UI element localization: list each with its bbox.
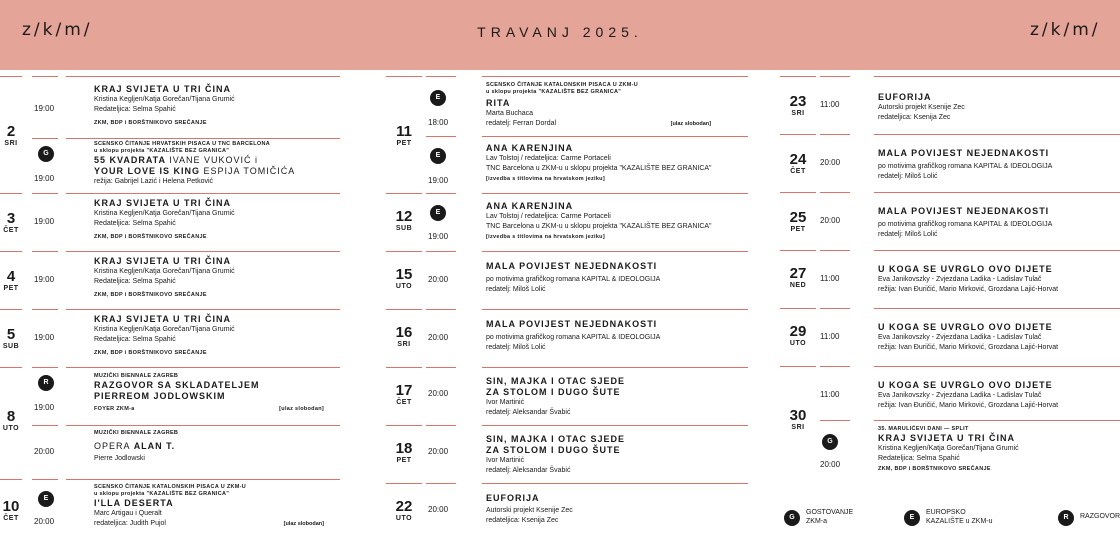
- schedule-column-3: [780, 76, 1120, 560]
- date-11: 11 PET: [396, 123, 412, 147]
- date-25: 25 PET: [789, 209, 807, 233]
- event-time: 11:00: [820, 274, 840, 283]
- zkm-logo-left[interactable]: z/k/m/: [22, 20, 93, 40]
- event-kraj-svijeta[interactable]: KRAJ SVIJETA U TRI ČINA Kristina Kegljen/Katja Gorečan/Tijana Grumić Redateljica: Selma Spahić ZKM, BDP i BORŠTNIKOVO SREČANJE: [94, 314, 235, 356]
- event-ana-karenjina[interactable]: ANA KARENJINA Lav Tolstoj / redateljica: Carme Portaceli TNC Barcelona u ZKM-u u sklopu projekta "KAZALIŠTE BEZ GRANICA" [izvedba s titlovima na hrvatskom jeziku]: [486, 143, 712, 182]
- schedule-column-1: [0, 76, 340, 560]
- event-time: 11:00: [820, 100, 840, 109]
- event-euforija[interactable]: EUFORIJA Autorski projekt Ksenije Zec redateljica: Ksenija Zec: [878, 92, 965, 121]
- month-title: TRAVANJ 2025.: [477, 24, 643, 40]
- day-block-17: [386, 367, 748, 425]
- zkm-logo-right[interactable]: z/k/m/: [1030, 20, 1101, 40]
- event-sin-majka-otac[interactable]: SIN, MAJKA I OTAC SJEDE ZA STOLOM I DUGO ŠUTE Ivor Martinić redatelj: Aleksandar Švabić: [486, 376, 626, 416]
- date-22: 22 UTO: [395, 498, 413, 522]
- event-time: 18:00: [428, 118, 449, 127]
- date-12: 12 SUB: [395, 208, 413, 232]
- day-block-22: [386, 483, 748, 541]
- date-17: 17 ČET: [395, 382, 413, 406]
- event-time: 19:00: [428, 232, 449, 241]
- date-23: 23 SRI: [789, 93, 807, 117]
- event-time: 20:00: [34, 447, 55, 456]
- day-block-18: [386, 425, 748, 483]
- european-theatre-badge-icon: E: [38, 491, 54, 507]
- event-opera-alan-t[interactable]: MUZIČKI BIENNALE ZAGREB OPERA ALAN T. Pierre Jodlowski: [94, 430, 179, 462]
- day-block-8: [0, 367, 340, 479]
- event-mala-povijest[interactable]: MALA POVIJEST NEJEDNAKOSTI po motivima grafičkog romana KAPITAL & IDEOLOGIJA redatelj: Miloš Lolić: [878, 148, 1053, 180]
- event-time: 20:00: [428, 389, 449, 398]
- header-band: [0, 0, 1120, 70]
- date-15: 15 UTO: [395, 266, 413, 290]
- day-block-25: [780, 192, 1120, 250]
- day-block-12: [386, 193, 748, 251]
- european-theatre-badge-icon: E: [904, 510, 920, 526]
- european-theatre-badge-icon: E: [430, 205, 446, 221]
- event-55-kvadrata[interactable]: SCENSKO ČITANJE HRVATSKIH PISACA U TNC BARCELONA u sklopu projekta "KAZALIŠTE BEZ GRANICA" 55 KVADRATA IVANE VUKOVIĆ i YOUR LOVE IS KING ESPIJA TOMIČIĆA režija: Gabrijel Lazić i Helena Petković: [94, 141, 296, 185]
- event-time: 20:00: [428, 333, 449, 342]
- day-block-4: [0, 251, 340, 309]
- event-time: 19:00: [428, 176, 449, 185]
- event-time: 20:00: [428, 447, 449, 456]
- talk-badge-icon: R: [1058, 510, 1074, 526]
- day-block-24: [780, 134, 1120, 192]
- event-rita[interactable]: SCENSKO ČITANJE KATALONSKIH PISACA U ZKM-U u sklopu projekta "KAZALIŠTE BEZ GRANICA" RITA Marta Buchaca redatelj: Ferran Dordal [ulaz slobodan]: [486, 82, 711, 127]
- event-time: 19:00: [34, 403, 55, 412]
- event-mala-povijest[interactable]: MALA POVIJEST NEJEDNAKOSTI po motivima grafičkog romana KAPITAL & IDEOLOGIJA redatelj: Miloš Lolić: [878, 206, 1053, 238]
- event-time: 20:00: [34, 517, 55, 526]
- event-mala-povijest[interactable]: MALA POVIJEST NEJEDNAKOSTI po motivima grafičkog romana KAPITAL & IDEOLOGIJA redatelj: Miloš Lolić: [486, 261, 661, 293]
- event-time: 19:00: [34, 333, 55, 342]
- date-2: 2 SRI: [4, 123, 18, 147]
- date-4: 4 PET: [3, 268, 19, 292]
- event-time: 11:00: [820, 390, 840, 399]
- event-time: 19:00: [34, 275, 55, 284]
- event-mala-povijest[interactable]: MALA POVIJEST NEJEDNAKOSTI po motivima grafičkog romana KAPITAL & IDEOLOGIJA redatelj: Miloš Lolić: [486, 319, 661, 351]
- date-29: 29 UTO: [789, 323, 807, 347]
- date-8: 8 UTO: [2, 408, 20, 432]
- event-time: 19:00: [34, 104, 55, 113]
- event-razgovor[interactable]: MUZIČKI BIENNALE ZAGREB RAZGOVOR SA SKLADATELJEM PIERREOM JODLOWSKIM FOYER ZKM-a [ulaz slobodan]: [94, 373, 324, 412]
- event-time: 20:00: [428, 505, 449, 514]
- event-euforija[interactable]: EUFORIJA Autorski projekt Ksenije Zec redateljica: Ksenija Zec: [486, 493, 573, 524]
- event-kraj-svijeta-split[interactable]: 35. MARULIĆEVI DANI — SPLIT KRAJ SVIJETA U TRI ČINA Kristina Kegljen/Katja Gorečan/Tijana Grumić Redateljica: Selma Spahić ZKM, BDP i BORŠTNIKOVO SREČANJE: [878, 426, 1019, 472]
- european-theatre-badge-icon: E: [430, 90, 446, 106]
- event-u-koga-se-uvrglo[interactable]: U KOGA SE UVRGLO OVO DIJETE Eva Janikovszky - Zvjezdana Ladika - Ladislav Tulač režija: Ivan Đuričić, Mario Mirković, Grozdana Lajić-Horvat: [878, 264, 1059, 293]
- date-24: 24 ČET: [789, 151, 807, 175]
- event-time: 20:00: [428, 275, 449, 284]
- day-block-5: [0, 309, 340, 367]
- day-block-2: [0, 76, 340, 193]
- day-block-3: [0, 193, 340, 251]
- day-block-10: [0, 479, 340, 539]
- event-illa-deserta[interactable]: SCENSKO ČITANJE KATALONSKIH PISACA U ZKM-U u sklopu projekta "KAZALIŠTE BEZ GRANICA" I'LLA DESERTA Marc Artigau i Queralt redateljica: Judith Pujol [ulaz slobodan]: [94, 484, 324, 527]
- date-3: 3 ČET: [3, 210, 19, 234]
- date-5: 5 SUB: [2, 326, 20, 350]
- event-u-koga-se-uvrglo[interactable]: U KOGA SE UVRGLO OVO DIJETE Eva Janikovszky - Zvjezdana Ladika - Ladislav Tulač režija: Ivan Đuričić, Mario Mirković, Grozdana Lajić-Horvat: [878, 322, 1059, 351]
- guest-badge-icon: G: [784, 510, 800, 526]
- date-16: 16 SRI: [395, 324, 413, 348]
- event-ana-karenjina[interactable]: ANA KARENJINA Lav Tolstoj / redateljica: Carme Portaceli TNC Barcelona u ZKM-u u sklopu projekta "KAZALIŠTE BEZ GRANICA" [izvedba s titlovima na hrvatskom jeziku]: [486, 201, 712, 240]
- schedule-column-2: [386, 76, 748, 560]
- day-block-11: [386, 76, 748, 193]
- event-time: 20:00: [820, 460, 841, 469]
- day-block-27: [780, 250, 1120, 308]
- date-30: 30 SRI: [789, 407, 807, 431]
- talk-badge-icon: R: [38, 375, 54, 391]
- event-kraj-svijeta[interactable]: KRAJ SVIJETA U TRI ČINA Kristina Kegljen/Katja Gorečan/Tijana Grumić Redateljica: Selma Spahić ZKM, BDP i BORŠTNIKOVO SREČANJE: [94, 256, 235, 298]
- date-18: 18 PET: [395, 440, 413, 464]
- date-10: 10 ČET: [2, 498, 20, 522]
- guest-badge-icon: G: [38, 146, 54, 162]
- event-time: 20:00: [820, 216, 841, 225]
- event-kraj-svijeta[interactable]: KRAJ SVIJETA U TRI ČINA Kristina Kegljen/Katja Gorečan/Tijana Grumić Redateljica: Selma Spahić ZKM, BDP i BORŠTNIKOVO SREČANJE: [94, 84, 235, 126]
- day-block-23: [780, 76, 1120, 134]
- event-time: 19:00: [34, 217, 55, 226]
- event-kraj-svijeta[interactable]: KRAJ SVIJETA U TRI ČINA Kristina Kegljen/Katja Gorečan/Tijana Grumić Redateljica: Selma Spahić ZKM, BDP i BORŠTNIKOVO SREČANJE: [94, 198, 235, 240]
- event-u-koga-se-uvrglo[interactable]: U KOGA SE UVRGLO OVO DIJETE Eva Janikovszky - Zvjezdana Ladika - Ladislav Tulač režija: Ivan Đuričić, Mario Mirković, Grozdana Lajić-Horvat: [878, 380, 1059, 409]
- day-block-30: [780, 366, 1120, 486]
- event-time: 20:00: [820, 158, 841, 167]
- day-block-16: [386, 309, 748, 367]
- event-sin-majka-otac[interactable]: SIN, MAJKA I OTAC SJEDE ZA STOLOM I DUGO ŠUTE Ivor Martinić redatelj: Aleksandar Švabić: [486, 434, 626, 474]
- event-time: 11:00: [820, 332, 840, 341]
- european-theatre-badge-icon: E: [430, 148, 446, 164]
- day-block-29: [780, 308, 1120, 366]
- date-27: 27 NED: [789, 265, 807, 289]
- event-time: 19:00: [34, 174, 55, 183]
- guest-badge-icon: G: [822, 434, 838, 450]
- day-block-15: [386, 251, 748, 309]
